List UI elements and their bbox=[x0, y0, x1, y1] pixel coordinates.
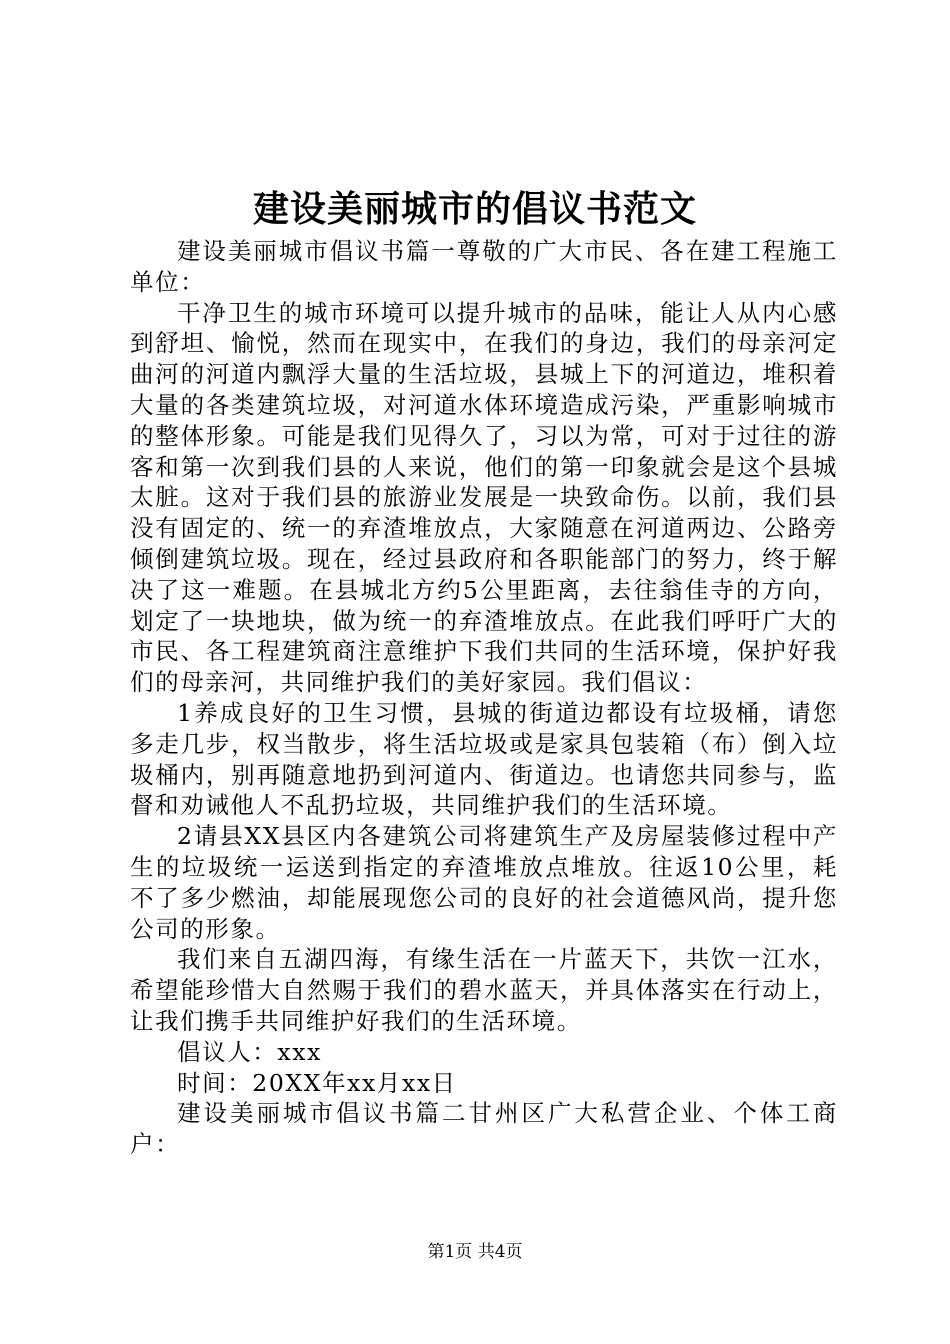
paragraph-main: 干净卫生的城市环境可以提升城市的品味，能让人从内心感到舒坦、愉悦，然而在现实中，在我们的身边，我们的母亲河定曲河的河道内飘浮大量的生活垃圾，县城上下的河道边，堆积着大量的各类建筑垃圾，对河道水体环境造成污染，严重影响城市的整体形象。可能是我们见得久了，习以为常，可对于过往的游客和第一次到我们县的人来说，他们的第一印象就会是这个县城太脏。这对于我们县的旅游业发展是一块致命伤。以前，我们县没有固定的、统一的弃渣堆放点，大家随意在河道两边、公路旁倾倒建筑垃圾。现在，经过县政府和各职能部门的努力，终于解决了这一难题。在县城北方约5公里距离，去往翁佳寺的方向，划定了一块地块，做为统一的弃渣堆放点。在此我们呼吁广大的市民、各工程建筑商注意维护下我们共同的生活环境，保护好我们的母亲河，共同维护我们的美好家园。我们倡议： bbox=[130, 298, 838, 697]
paragraph-date: 时间：20XX年xx月xx日 bbox=[177, 1068, 457, 1097]
paragraph-signer: 倡议人：xxx bbox=[177, 1037, 322, 1066]
document-body bbox=[130, 236, 838, 1160]
paragraph-proposal-2: 2请县XX县区内各建筑公司将建筑生产及房屋装修过程中产生的垃圾统一运送到指定的弃渣堆放点堆放。往返10公里，耗不了多少燃油，却能展现您公司的良好的社会道德风尚，提升您公司的形象。 bbox=[130, 822, 838, 943]
paragraph-proposal-1: 1养成良好的卫生习惯，县城的街道边都设有垃圾桶，请您多走几步，权当散步，将生活垃圾或是家具包装箱（布）倒入垃圾桶内，别再随意地扔到河道内、街道边。也请您共同参与，监督和劝诫他人不乱扔垃圾，共同维护我们的生活环境。 bbox=[130, 698, 838, 820]
paragraph-closing: 我们来自五湖四海，有缘生活在一片蓝天下，共饮一江水，希望能珍惜大自然赐于我们的碧水蓝天，并具体落实在行动上，让我们携手共同维护好我们的生活环境。 bbox=[130, 945, 838, 1035]
page-footer: 第1页 共4页 bbox=[427, 1242, 523, 1262]
paragraph-salutation: 建设美丽城市倡议书篇一尊敬的广大市民、各在建工程施工单位： bbox=[130, 237, 838, 296]
document-title: 建设美丽城市的倡议书范文 bbox=[252, 189, 697, 230]
paragraph-second-letter: 建设美丽城市倡议书篇二甘州区广大私营企业、个体工商户： bbox=[130, 1099, 838, 1159]
